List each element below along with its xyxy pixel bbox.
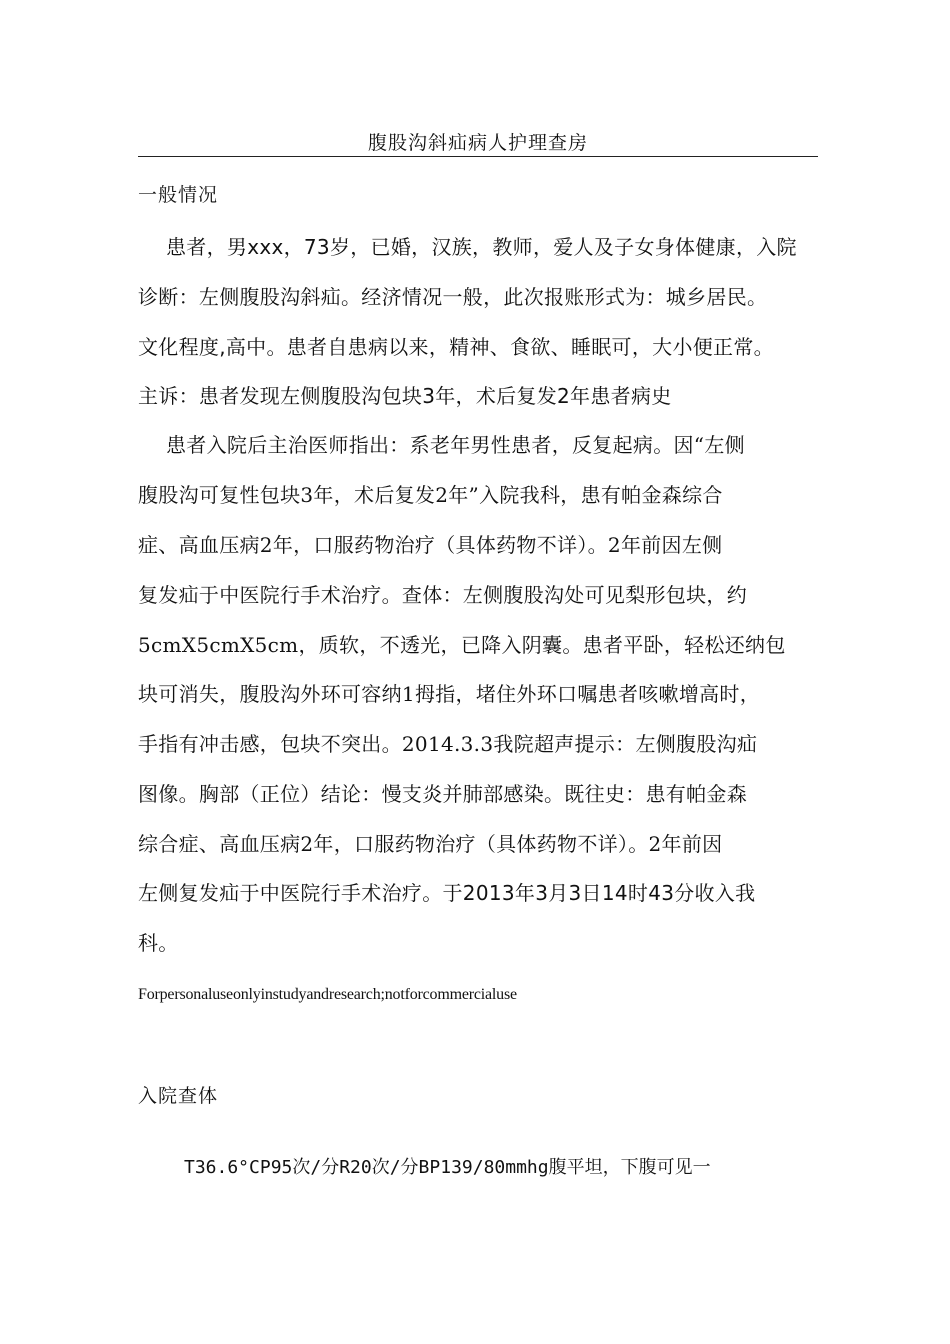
history-line: 手指有冲击感，包块不突出。2014.3.3我院超声提示：左侧腹股沟疝 xyxy=(138,732,758,756)
history-line: 科。 xyxy=(138,931,179,955)
general-line: 诊断：左侧腹股沟斜疝。经济情况一般，此次报账形式为：城乡居民。 xyxy=(138,285,768,309)
history-line: 复发疝于中医院行手术治疗。查体：左侧腹股沟处可见梨形包块，约 xyxy=(138,583,747,607)
history-line: 左侧复发疝于中医院行手术治疗。于2013年3月3日14时43分收入我 xyxy=(138,881,756,905)
chief-complaint-line: 主诉：患者发现左侧腹股沟包块3年，术后复发2年患者病史 xyxy=(138,384,672,408)
history-line: 患者入院后主治医师指出：系老年男性患者，反复起病。因“左侧 xyxy=(166,433,745,457)
history-line: 块可消失，腹股沟外环可容纳1拇指，堵住外环口嘱患者咳嗽增高时， xyxy=(138,682,761,706)
title-underline xyxy=(138,156,818,157)
general-line: 患者，男xxx，73岁，已婚，汉族，教师，爱人及子女身体健康，入院 xyxy=(166,235,797,259)
history-line: 5cmX5cmX5cm，质软，不透光，已降入阴囊。患者平卧，轻松还纳包 xyxy=(138,633,786,657)
general-line: 文化程度,高中。患者自患病以来，精神、食欲、睡眠可，大小便正常。 xyxy=(138,335,774,359)
history-line: 综合症、高血压病2年，口服药物治疗（具体药物不详）。2年前因 xyxy=(138,832,723,856)
section-heading-general: 一般情况 xyxy=(138,184,219,206)
document-title: 腹股沟斜疝病人护理查房 xyxy=(367,132,588,154)
usage-notice: Forpersonaluseonlyinstudyandresearch;notforcommercialuse xyxy=(138,986,517,1003)
section-heading-admission: 入院查体 xyxy=(138,1085,219,1107)
history-line: 腹股沟可复性包块3年，术后复发2年”入院我科，患有帕金森综合 xyxy=(138,483,723,507)
history-line: 症、高血压病2年，口服药物治疗（具体药物不详）。2年前因左侧 xyxy=(138,533,723,557)
admission-vitals-line: T36.6°CP95次/分R20次/分BP139/80mmhg腹平坦，下腹可见一 xyxy=(184,1157,711,1178)
history-line: 图像。胸部（正位）结论：慢支炎并肺部感染。既往史：患有帕金森 xyxy=(138,782,747,806)
